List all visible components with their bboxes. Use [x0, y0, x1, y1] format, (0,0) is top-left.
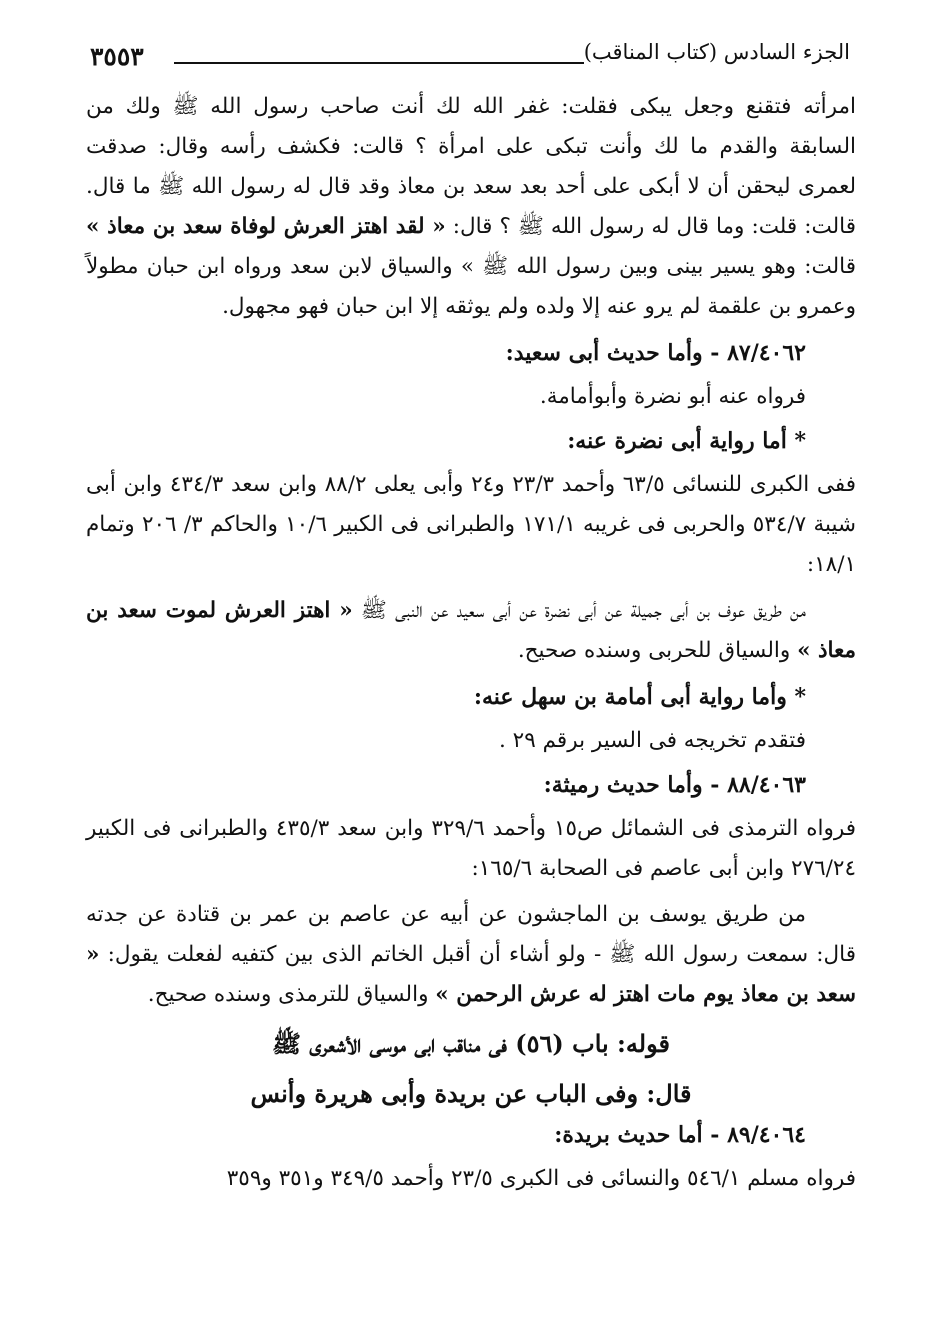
paragraph-1-quote: « لقد اهتز العرش لوفاة سعد بن معاذ » [86, 214, 446, 239]
paragraph-5-text: من طريق يوسف بن الماجشون عن أبيه عن عاصم بن عمر بن قتادة عن جدته قال: سمعت رسول الله ﷺ - ولو أشاء أن أقبل الخاتم الذى بين كتفيه لفعلت يقول: [86, 902, 856, 967]
paragraph-3-quote: « اهتز العرش لموت سعد بن معاذ » [86, 598, 856, 663]
reference-line: فتقدم تخريجه فى السير برقم ٢٩ . [499, 728, 806, 753]
subheading-abu-umama: * وأما رواية أبى أمامة بن سهل عنه: [473, 684, 806, 710]
paragraph-5-end: والسياق للترمذى وسنده صحيح. [147, 982, 436, 1007]
hadith-heading-4062: ٨٧/٤٠٦٢ - وأما حديث أبى سعيد: [505, 340, 806, 366]
paragraph-1-end: قالت: وهو يسير بينى وبين رسول الله ﷺ » والسياق لابن سعد ورواه ابن حبان مطولاً وعمرو بن علقمة لم يرو عنه إلا ولده ولم يوثقه إلا ابن حبان فهو مجهول. [86, 254, 856, 319]
running-title: الجزء السادس (كتاب المناقب) [583, 40, 850, 64]
chapter-subheading: قال: وفى الباب عن بريدة وأبى هريرة وأنس [250, 1079, 692, 1108]
page-number: ٣٥٥٣ [90, 42, 144, 71]
paragraph-5-quote: « سعد بن معاذ يوم مات اهتز له عرش الرحمن » [86, 942, 856, 1007]
paragraph-2: ففى الكبرى للنسائى ٦٣/٥ وأحمد ٢٣/٣ و٢٤ وأبى يعلى ٨٨/٢ وابن سعد ٤٣٤/٣ وابن أبى شيبة ٥٣٤/٧ والحربى فى غريبه ١٧١/١ والطبرانى فى الكبير ١٠/٦ والحاكم ٣/ ٢٠٦ وتمام ١٨/١: [86, 472, 856, 577]
paragraph-6: فرواه مسلم ٥٤٦/١ والنسائى فى الكبرى ٢٣/٥ وأحمد ٣٤٩/٥ و٣٥١ و٣٥٩ [226, 1166, 856, 1191]
hadith-heading-4064: ٨٩/٤٠٦٤ - أما حديث بريدة: [554, 1122, 806, 1148]
paragraph-5 [86, 895, 856, 1015]
chapter-heading: قوله: باب (٥٦) فى مناقب ابى موسى الأشعرى ﷺ [272, 1029, 670, 1058]
paragraph-1-text: امرأته فتقنع وجعل يبكى فقلت: غفر الله لك أنت صاحب رسول الله ﷺ ولك من السابقة والقدم ما لك وأنت تبكى على امرأة ؟ قالت: فكشف رأسه وقال: صدقت لعمرى ليحقن أن لا أبكى على أحد بعد سعد بن معاذ وقد قال له رسول الله ﷺ ما قال. قالت: قلت: وما قال له رسول الله ﷺ ؟ قال: [86, 94, 856, 239]
paragraph-3-end: والسياق للحربى وسنده صحيح. [517, 638, 798, 663]
paragraph-4: فرواه الترمذى فى الشمائل ص١٥ وأحمد ٣٢٩/٦ وابن سعد ٤٣٥/٣ والطبرانى فى الكبير ٢٧٦/٢٤ وابن أبى عاصم فى الصحابة ١٦٥/٦: [86, 816, 856, 881]
narrators-line: فرواه عنه أبو نضرة وأبوأمامة. [539, 384, 806, 409]
header-rule [174, 62, 584, 64]
page-header [86, 38, 856, 72]
subheading-abu-nadra: * أما رواية أبى نضرة عنه: [567, 428, 806, 454]
hadith-heading-4063: ٨٨/٤٠٦٣ - وأما حديث رميثة: [543, 772, 806, 798]
page-body [86, 87, 856, 1205]
paragraph-3 [86, 591, 856, 671]
paragraph-3-text: من طريق عوف بن أبى جميلة عن أبى نضرة عن أبى سعيد عن النبى ﷺ [352, 598, 806, 623]
paragraph-1 [86, 87, 856, 327]
